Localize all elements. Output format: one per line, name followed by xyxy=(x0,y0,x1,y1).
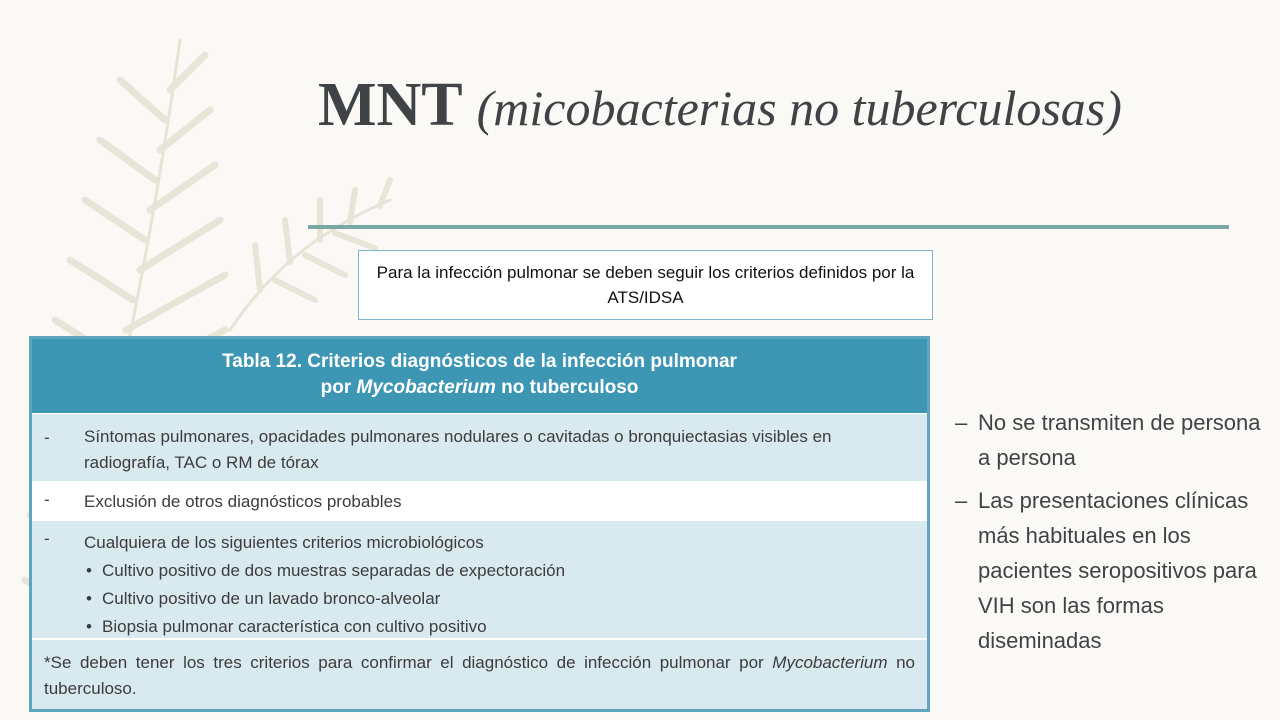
table-title-italic: Mycobacterium xyxy=(356,377,496,398)
row-dash: - xyxy=(44,490,50,509)
row-text: Exclusión de otros diagnósticos probables xyxy=(84,492,402,511)
callout-text: Para la infección pulmonar se deben seguir los criterios definidos por la ATS/IDSA xyxy=(376,263,915,307)
row-content xyxy=(32,521,927,641)
list-item: • Biopsia pulmonar característica con cultivo positivo xyxy=(102,613,917,641)
list-item xyxy=(955,483,1265,658)
list-item-text: Las presentaciones clínicas más habituales en los pacientes seropositivos para VIH son las formas diseminadas xyxy=(978,488,1257,653)
title-subtitle: (micobacterias no tuberculosas) xyxy=(476,80,1122,136)
row-text: Síntomas pulmonares, opacidades pulmonares nodulares o cavitadas o bronquiectasias visibles en radiografía, TAC o RM de tórax xyxy=(84,427,832,472)
list-item: • Cultivo positivo de un lavado bronco-alveolar xyxy=(102,585,917,613)
table-footnote xyxy=(32,640,927,702)
list-item-text: No se transmiten de persona a persona xyxy=(978,410,1261,470)
slide-title xyxy=(318,70,1122,141)
row-dash: - xyxy=(44,428,50,447)
side-points-list xyxy=(955,405,1265,666)
title-divider xyxy=(308,225,1229,229)
table-footnote-row xyxy=(32,638,927,708)
list-marker: – xyxy=(955,488,968,513)
title-main: MNT xyxy=(318,71,463,139)
table-row xyxy=(32,413,927,481)
footnote-post: no tuberculoso. xyxy=(44,653,916,698)
table-row xyxy=(32,481,927,520)
list-marker: – xyxy=(955,410,968,435)
table-title-line2 xyxy=(32,375,927,401)
row-text: Cualquiera de los siguientes criterios microbiológicos xyxy=(84,533,484,552)
list-item xyxy=(955,405,1265,475)
criteria-bullet-list xyxy=(84,557,917,641)
callout-box xyxy=(358,250,933,320)
footnote-pre: *Se deben tener los tres criterios para confirmar el diagnóstico de infección pulmonar por xyxy=(44,653,773,672)
table-title-pre: por xyxy=(320,377,357,398)
row-dash: - xyxy=(44,529,50,548)
table-title xyxy=(32,339,927,413)
table-title-post: no tuberculoso xyxy=(495,377,639,398)
footnote-italic: Mycobacterium xyxy=(772,653,888,672)
table-title-line1: Tabla 12. Criterios diagnósticos de la infección pulmonar xyxy=(222,351,737,372)
table-row xyxy=(32,520,927,638)
list-item: • Cultivo positivo de dos muestras separadas de expectoración xyxy=(102,557,917,585)
criteria-table xyxy=(29,336,930,712)
